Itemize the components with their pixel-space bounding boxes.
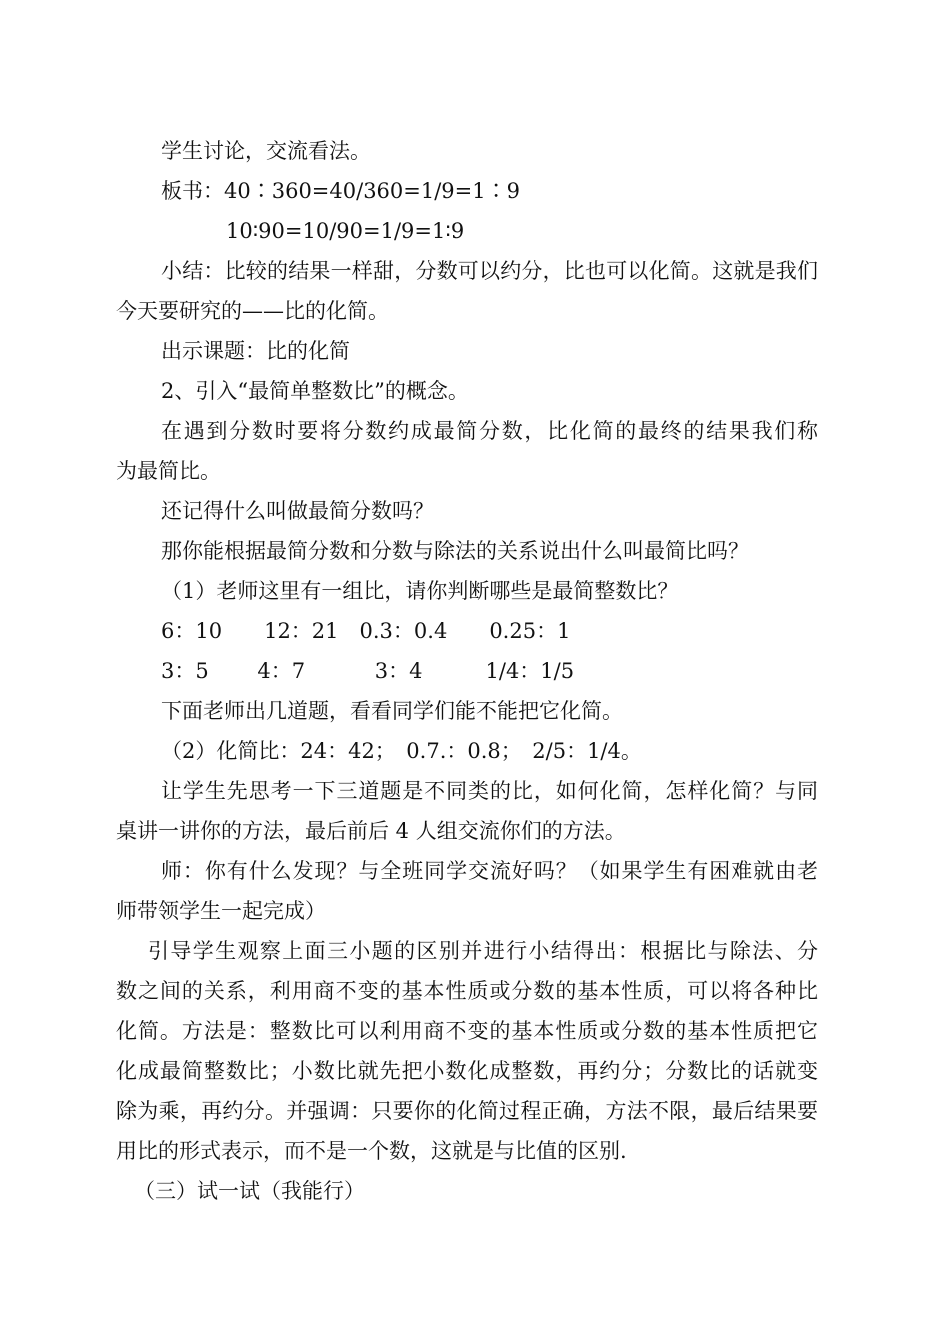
text-line: （1）老师这里有一组比，请你判断哪些是最简整数比？ [161,579,679,603]
text-line: 让学生先思考一下三道题是不同类的比，如何化简，怎样化简？与同 [161,779,818,803]
text-line: 3：5 4：7 3：4 1/4：1/5 [161,659,575,683]
text-line: 还记得什么叫做最简分数吗？ [161,499,434,523]
text-line: 小结：比较的结果一样甜，分数可以约分，比也可以化简。这就是我们 [161,259,818,283]
text-line: 板书：40∶360=40/360=1/9=1∶9 [161,179,520,203]
text-line: 化成最简整数比；小数比就先把小数化成整数，再约分；分数比的话就变 [116,1059,818,1083]
text-line: 师带领学生一起完成） [116,899,326,923]
text-line: 引导学生观察上面三小题的区别并进行小结得出：根据比与除法、分 [148,939,818,963]
text-line: 师：你有什么发现？与全班同学交流好吗？（如果学生有困难就由老 [161,859,818,883]
text-line: 出示课题：比的化简 [161,339,350,363]
text-line: 那你能根据最简分数和分数与除法的关系说出什么叫最简比吗？ [161,539,749,563]
text-line: 2、引入“最简单整数比”的概念。 [161,379,469,403]
text-line: （三）试一试（我能行） [134,1179,365,1203]
text-line: 除为乘，再约分。并强调：只要你的化简过程正确，方法不限，最后结果要 [116,1099,818,1123]
text-line: 学生讨论，交流看法。 [161,139,371,163]
text-line: 用比的形式表示，而不是一个数，这就是与比值的区别. [116,1139,627,1163]
text-line: 桌讲一讲你的方法，最后前后 4 人组交流你们的方法。 [116,819,626,843]
text-line: 今天要研究的——比的化简。 [116,299,389,323]
text-line: 6：10 12：21 0.3：0.4 0.25：1 [161,619,571,643]
text-line: （2）化简比：24：42； 0.7.：0.8； 2/5：1/4。 [161,739,642,763]
text-line: 化简。方法是：整数比可以利用商不变的基本性质或分数的基本性质把它 [116,1019,818,1043]
text-line: 下面老师出几道题，看看同学们能不能把它化简。 [161,699,623,723]
text-line: 在遇到分数时要将分数约成最简分数，比化简的最终的结果我们称 [161,419,818,443]
text-line: 数之间的关系，利用商不变的基本性质或分数的基本性质，可以将各种比 [116,979,818,1003]
text-line: 10∶90=10/90=1/9=1∶9 [226,219,465,243]
text-line: 为最简比。 [116,459,221,483]
